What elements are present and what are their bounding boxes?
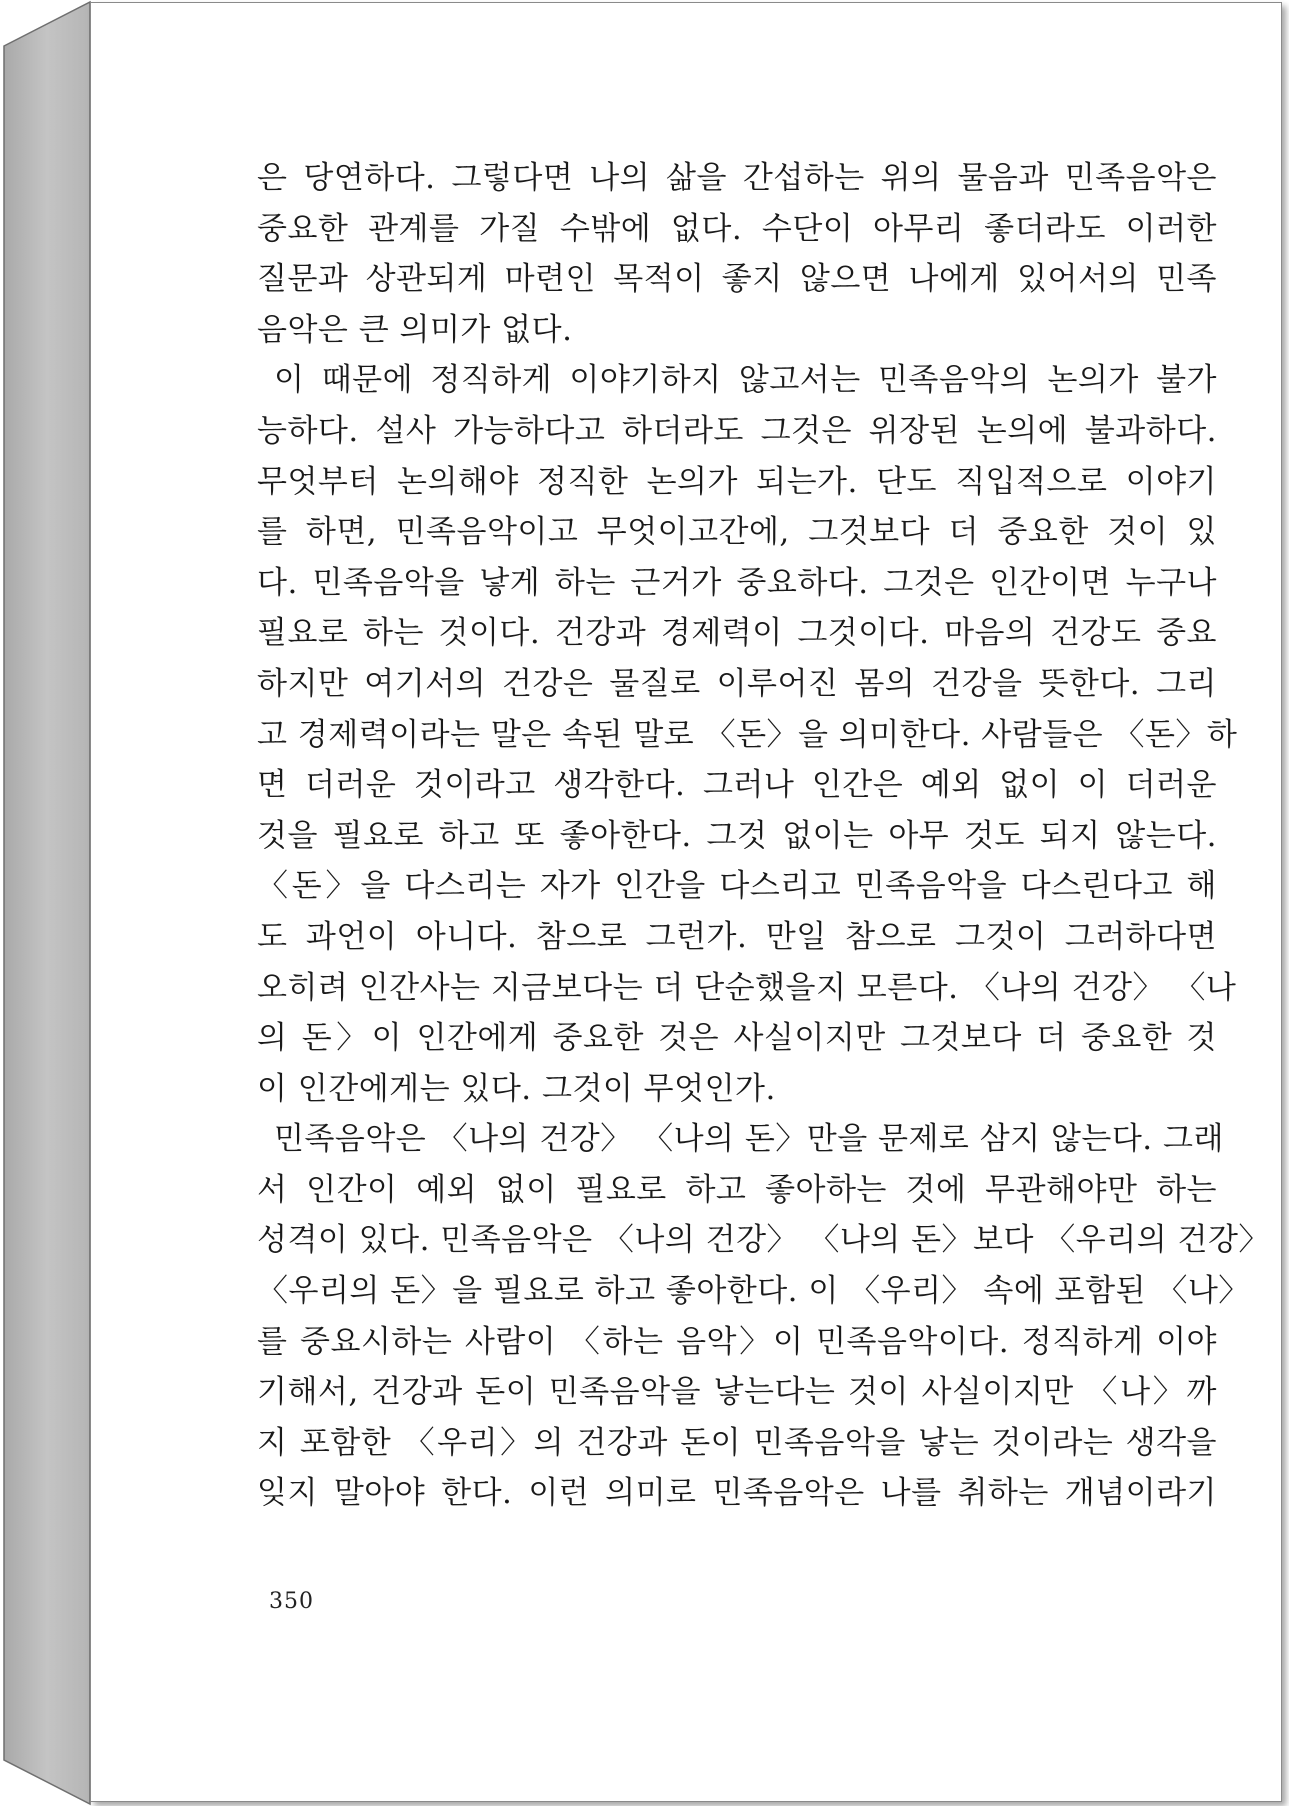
text-line: 것을 필요로 하고 또 좋아한다. 그것 없이는 아무 것도 되지 않는다. (257, 817, 1217, 854)
text-line: 무엇부터 논의해야 정직한 논의가 되는가. 단도 직입적으로 이야기 (257, 463, 1217, 500)
book-page-edge (0, 0, 92, 1806)
book-edge-shape (0, 0, 92, 1806)
text-line: 를 중요시하는 사람이 〈하는 음악〉이 민족음악이다. 정직하게 이야 (257, 1323, 1217, 1360)
text-line: 고 경제력이라는 말은 속된 말로 〈돈〉을 의미한다. 사람들은 〈돈〉하 (257, 716, 1238, 753)
text-line: 하지만 여기서의 건강은 물질로 이루어진 몸의 건강을 뜻한다. 그리 (257, 665, 1217, 702)
text-line: 잊지 말아야 한다. 이런 의미로 민족음악은 나를 취하는 개념이라기 (257, 1475, 1217, 1512)
text-line: 면 더러운 것이라고 생각한다. 그러나 인간은 예외 없이 이 더러운 (257, 767, 1217, 804)
text-line: 은 당연하다. 그렇다면 나의 삶을 간섭하는 위의 물음과 민족음악은 (257, 160, 1217, 196)
text-line: 성격이 있다. 민족음악은 〈나의 건강〉 〈나의 돈〉보다 〈우리의 건강〉 (257, 1222, 1270, 1259)
book-page (90, 2, 1282, 1802)
text-line: 도 과언이 아니다. 참으로 그런가. 만일 참으로 그것이 그러하다면 (257, 918, 1217, 955)
text-line: 〈돈〉을 다스리는 자가 인간을 다스리고 민족음악을 다스린다고 해 (257, 868, 1217, 905)
text-line: 중요한 관계를 가질 수밖에 없다. 수단이 아무리 좋더라도 이러한 (257, 210, 1217, 247)
text-line: 능하다. 설사 가능하다고 하더라도 그것은 위장된 논의에 불과하다. (257, 412, 1217, 449)
text-line: 이 인간에게는 있다. 그것이 무엇인가. (257, 1070, 776, 1107)
text-line: 필요로 하는 것이다. 건강과 경제력이 그것이다. 마음의 건강도 중요 (257, 615, 1217, 652)
text-line: 질문과 상관되게 마련인 목적이 좋지 않으면 나에게 있어서의 민족 (257, 261, 1217, 298)
text-line: 민족음악은 〈나의 건강〉 〈나의 돈〉만을 문제로 삼지 않는다. 그래 (274, 1121, 1224, 1158)
text-line: 다. 민족음악을 낳게 하는 근거가 중요하다. 그것은 인간이면 누구나 (257, 564, 1217, 601)
text-line: 지 포함한 〈우리〉의 건강과 돈이 민족음악을 낳는 것이라는 생각을 (257, 1424, 1217, 1461)
text-line: 서 인간이 예외 없이 필요로 하고 좋아하는 것에 무관해야만 하는 (257, 1171, 1217, 1208)
text-line: 기해서, 건강과 돈이 민족음악을 낳는다는 것이 사실이지만 〈나〉까 (257, 1374, 1217, 1411)
text-line: 음악은 큰 의미가 없다. (257, 311, 573, 348)
body-text (257, 153, 1270, 1519)
text-line: 오히려 인간사는 지금보다는 더 단순했을지 모른다. 〈나의 건강〉 〈나 (257, 969, 1237, 1006)
text-line: 의 돈〉이 인간에게 중요한 것은 사실이지만 그것보다 더 중요한 것 (257, 1020, 1217, 1057)
text-line: 를 하면, 민족음악이고 무엇이고간에, 그것보다 더 중요한 것이 있 (257, 514, 1217, 551)
text-line: 〈우리의 돈〉을 필요로 하고 좋아한다. 이 〈우리〉 속에 포함된 〈나〉 (257, 1273, 1250, 1310)
page-number: 350 (269, 1589, 314, 1614)
text-line: 이 때문에 정직하게 이야기하지 않고서는 민족음악의 논의가 불가 (274, 362, 1217, 399)
